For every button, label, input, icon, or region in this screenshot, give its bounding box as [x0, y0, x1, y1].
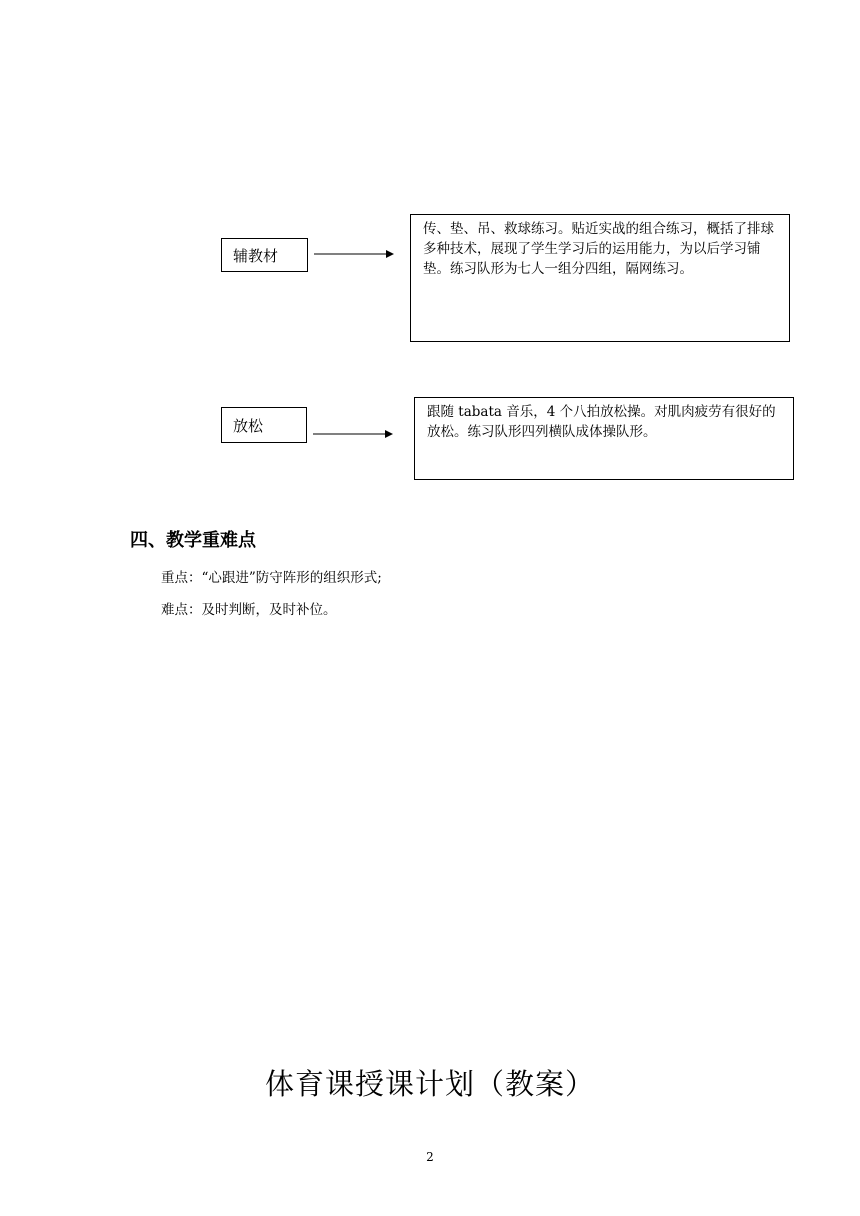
- difficulty-text: 难点：及时判断，及时补位。: [161, 602, 337, 618]
- arrow-right-icon: [314, 248, 396, 260]
- document-title: 体育课授课计划（教案）: [264, 1067, 595, 1101]
- key-point-text: 重点：“心跟进”防守阵形的组织形式;: [161, 570, 382, 586]
- flow-description-2: 跟随 tabata 音乐，4 个八拍放松操。对肌肉疲劳有很好的放松。练习队形四列横队成体操队形。: [427, 404, 776, 440]
- flow-description-box-1: [410, 214, 790, 342]
- flow-label-box-1: [221, 238, 308, 272]
- flow-label-box-2: [221, 407, 307, 443]
- flow-description-box-2: [414, 397, 794, 480]
- flow-label-2: 放松: [233, 416, 264, 435]
- flow-description-1: 传、垫、吊、救球练习。贴近实战的组合练习，概括了排球多种技术，展现了学生学习后的运用能力，为以后学习铺垫。练习队形为七人一组分四组，隔网练习。: [423, 221, 774, 277]
- flow-label-1: 辅教材: [233, 246, 279, 265]
- page-number: 2: [426, 1150, 434, 1164]
- section-heading: 四、教学重难点: [130, 530, 256, 551]
- arrow-right-icon: [313, 428, 395, 440]
